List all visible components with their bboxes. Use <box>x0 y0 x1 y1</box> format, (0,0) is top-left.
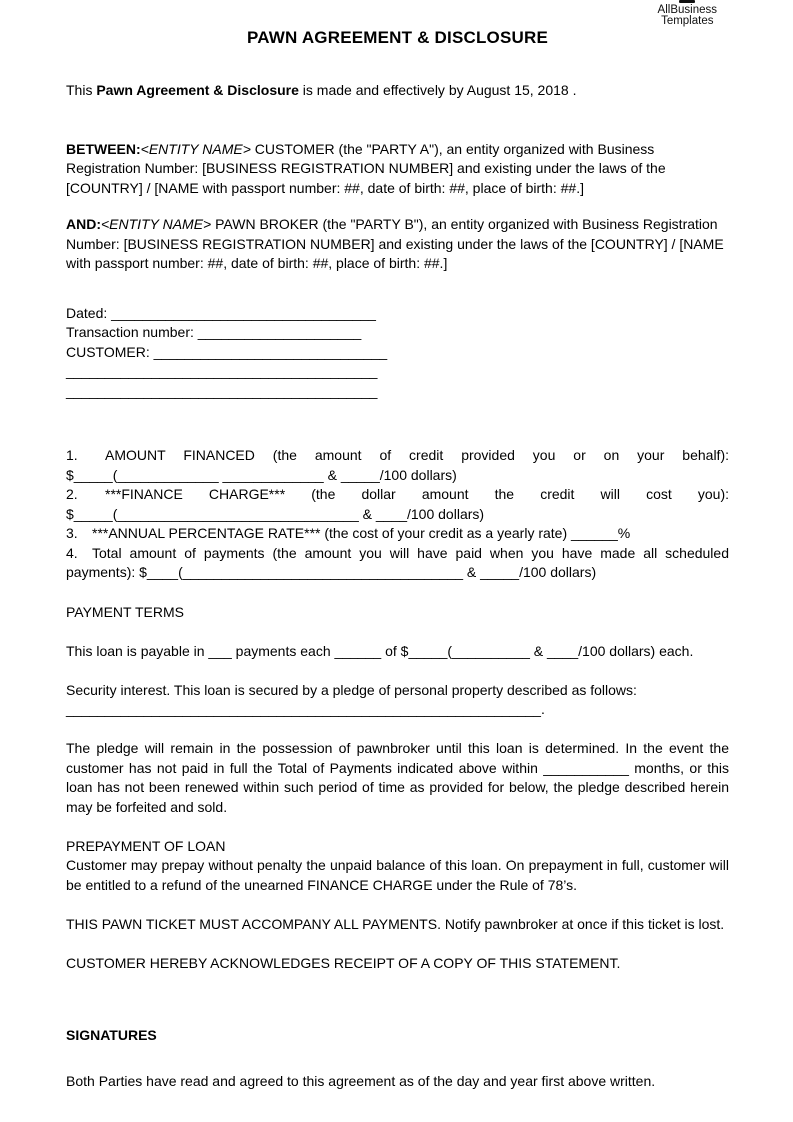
dated-line: Dated: __________________________________ <box>66 304 376 321</box>
pledge-paragraph: The pledge will remain in the possession of pawnbroker until this loan is determined. In the event the customer has not paid in full the Total of Payments indicated above within ___________ months, or this loan has not been renewed within such period of time as provided for below, the pledge described herein may be forfeited and sold. <box>66 740 729 815</box>
logo-text-line2: Templates <box>661 14 714 27</box>
blank-signature-line: ________________________________________ <box>66 363 378 379</box>
pawn-ticket-notice: THIS PAWN TICKET MUST ACCOMPANY ALL PAYMENTS. Notify pawnbroker at once if this ticket is lost. <box>66 915 725 932</box>
item-annual-percentage-rate <box>66 524 729 544</box>
logo-mark-icon <box>679 0 695 3</box>
and-label: AND: <box>66 216 101 232</box>
and-paragraph <box>66 215 729 274</box>
prepayment-heading: PREPAYMENT OF LOAN <box>66 837 226 854</box>
intro-bold-text: Pawn Agreement & Disclosure <box>96 82 299 98</box>
security-interest-block <box>66 681 729 720</box>
intro-paragraph <box>66 81 729 101</box>
item-number: 3. <box>66 525 78 541</box>
payable-paragraph: This loan is payable in ___ payments each ______ of $_____(__________ & ____/100 dollars) each. <box>66 642 694 659</box>
item-text: ***ANNUAL PERCENTAGE RATE*** (the cost of your credit as a yearly rate) ______% <box>92 525 631 541</box>
and-text: PAWN BROKER (the "PARTY B"), an entity organized with Business Registration Number: [BUSINESS REGISTRATION NUMBER] and existing under the laws of the [COUNTRY] / [NAME with passport number: ##, date of birth: ##, place of birth: ##.] <box>66 216 724 271</box>
security-blank-line: _____________________________________________________________. <box>66 701 545 717</box>
item-text: AMOUNT FINANCED (the amount of credit provided you or on your behalf): $_____(_____________ _____________ & _____/100 dollars) <box>66 447 729 483</box>
between-text: CUSTOMER (the "PARTY A"), an entity organized with Business Registration Number: [BUSINESS REGISTRATION NUMBER] and existing under the laws of the [COUNTRY] / [NAME with passport number: ##, date of birth: ##, place of birth: ##.] <box>66 140 666 196</box>
item-number: 2. <box>66 486 78 502</box>
brand-logo <box>658 0 717 26</box>
customer-line: CUSTOMER: ______________________________ <box>66 343 388 360</box>
signatures-heading: SIGNATURES <box>66 1027 157 1043</box>
item-text: ***FINANCE CHARGE*** (the dollar amount the credit will cost you): $_____(_______________________________ & ____/100 dollars) <box>66 486 729 522</box>
item-finance-charge <box>66 485 729 524</box>
logo-text-line1: AllBusiness <box>657 4 717 16</box>
signatures-body: Both Parties have read and agreed to this agreement as of the day and year first above written. <box>66 1072 656 1089</box>
between-paragraph <box>66 140 729 199</box>
item-number: 1. <box>66 447 78 463</box>
prepayment-block <box>66 837 729 896</box>
payment-terms-heading: PAYMENT TERMS <box>66 603 184 620</box>
acknowledgement-notice: CUSTOMER HEREBY ACKNOWLEDGES RECEIPT OF A COPY OF THIS STATEMENT. <box>66 954 621 971</box>
item-total-payments <box>66 544 729 583</box>
intro-pre-text: This <box>66 82 97 98</box>
between-label: BETWEEN: <box>66 140 141 157</box>
item-number: 4. <box>66 544 78 561</box>
item-text: Total amount of payments (the amount you will have paid when you have made all scheduled payments): $____(____________________________________ & _____/100 dollars) <box>66 544 729 580</box>
security-interest-text: Security interest. This loan is secured by a pledge of personal property described as follows: <box>66 681 637 698</box>
page-title: PAWN AGREEMENT & DISCLOSURE <box>246 28 549 47</box>
dated-block <box>66 304 729 402</box>
prepayment-body: Customer may prepay without penalty the unpaid balance of this loan. On prepayment in full, customer will be entitled to a refund of the unearned FINANCE CHARGE under the Rule of 78’s. <box>66 857 729 893</box>
item-amount-financed <box>66 446 729 485</box>
disclosure-items <box>66 446 729 583</box>
and-entity-placeholder: <ENTITY NAME> <box>101 216 212 232</box>
blank-signature-line: ________________________________________ <box>66 382 378 399</box>
between-entity-placeholder: <ENTITY NAME> <box>140 140 251 157</box>
intro-post-text: is made and effectively by August 15, 2018 . <box>298 82 577 98</box>
transaction-number-line: Transaction number: _____________________ <box>66 324 362 340</box>
